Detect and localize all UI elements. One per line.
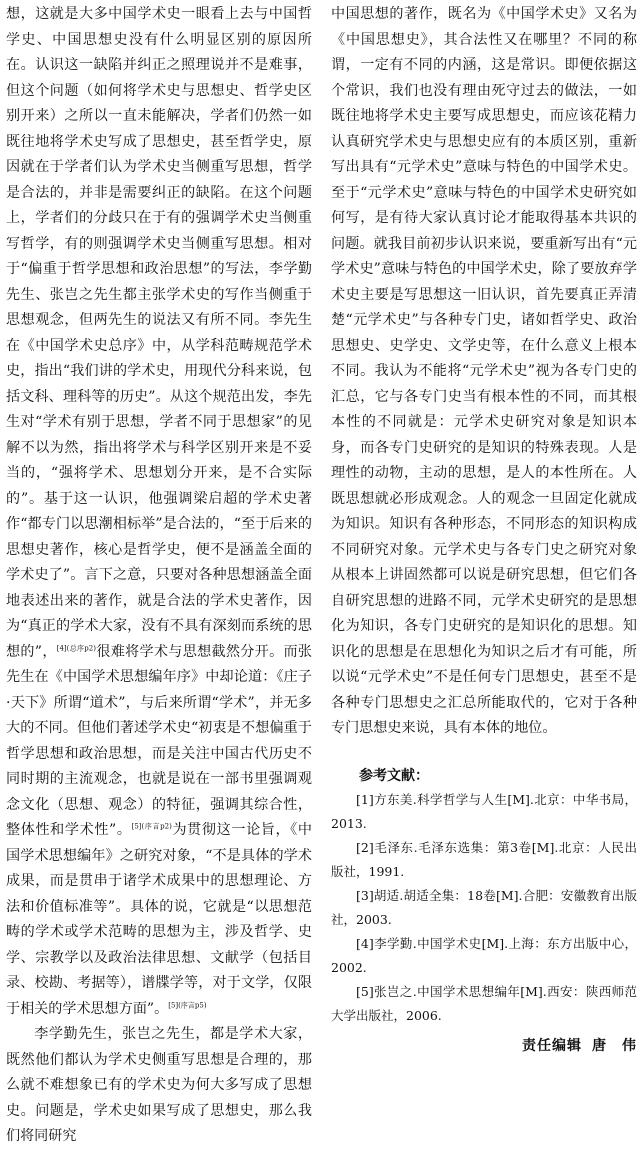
- editor-label: 责任编辑: [522, 1037, 582, 1054]
- reference-item: [4]李学勤.中国学术史[M].上海：东方出版中心，2002.: [331, 935, 637, 975]
- body-paragraph: 李学勤先生，张岂之先生，都是学术大家，既然他们都认为学术史侧重写思想是合理的，那么就不难想象已有的学术史为何大多写成了思想史。问题是，学术史如果写成了思想史，那么我们将同研究: [6, 1026, 312, 1144]
- reference-item: [2]毛泽东.毛泽东选集：第3卷[M].北京：人民出版社，1991.: [331, 839, 637, 879]
- body-paragraph: 想，这就是大多中国学术史一眼看上去与中国哲学史、中国思想史没有什么明显区别的原因所在。认识这一缺陷并纠正之照理说并不是难事，但这个问题（如何将学术史与思想史、哲学史区别开来）之所以一直未能解决，学者们仍然一如既往地将学术史写成了思想史，甚至哲学史，原因就在于学者们认为学术史当侧重写思想，哲学是合法的，并非是需要纠正的缺陷。在这个问题上，学者们的分歧只在于有的强调学术史当侧重写哲学，有的则强调学术史当侧重写思想。相对于“偏重于哲学思想和政治思想”的写法，李学勤先生、张岂之先生都主张学术史的写作当侧重于思想观念，但两先生的说法又有所不同。李先生在《中国学术史总序》中，从学科范畴规范学术史，指出“我们讲的学术史，用现代分科来说，包括文科、理科等的历史”。从这个规范出发，李先生对“学术有别于思想，学者不同于思想家”的见解不以为然，指出将学术与科学区别开来是不妥当的，“强将学术、思想划分开来，是不合实际的”。基于这一认识，他强调梁启超的学术史著作“都专门以思潮相标举”是合法的，“至于后来的思想史著作，核心是哲学史，便不是涵盖全面的学术史了”。言下之意，只要对各种思想涵盖全面地表述出来的著作，就是合法的学术史著作，因为“真正的学术大家，没有不具有深刻而系统的思想的”，$^{[4](总序p2)}$很难将学术与思想截然分开。而张先生在《中国学术思想编年序》中却论道：《庄子·天下》所谓“道术”，与后来所谓“学术”，并无多大的不同。但他们著述学术史“初衷是不想偏重于哲学思想和政治思想，而是关注中国古代历史不同时期的主流观念，也就是说在一部书里强调观念文化（思想、观念）的特征，强调其综合性，整体性和学术性”。$^{[5](序言p2)}$为贯彻这一论旨，《中国学术思想编年》之研究对象，“不是具体的学术成果，而是贯串于诸学术成果中的思想理论、方法和价值标准等”。具体的说，它就是“以思想范畴的学术或学术范畴的思想为主，涉及哲学、史学、宗教学以及政治法律思想、文献学（包括目录、校勘、考据等），谱牒学等，对于文学，仅限于相关的学术思想方面”。$^{[5](序言p5)}$: [6, 6, 313, 1017]
- citation-marker: [4](总序p2): [56, 643, 96, 652]
- references-heading: 参考文献：: [359, 767, 429, 784]
- citation-marker: [5](序言p2): [131, 822, 172, 831]
- editor-name: 唐 伟: [592, 1037, 637, 1054]
- reference-item: [3]胡适.胡适全集：18卷[M].合肥：安徽教育出版社，2003.: [331, 887, 637, 927]
- left-column: [6, 2, 313, 1144]
- reference-item: [1]方东美.科学哲学与人生[M].北京：中华书局，2013.: [331, 791, 637, 831]
- body-paragraph: 中国思想的著作，既名为《中国学术史》又名为《中国思想史》，其合法性又在哪里？不同的称谓，一定有不同的内涵，这是常识。即便依据这个常识，我们也没有理由死守过去的做法，一如既往地将学术史主要写成思想史，而应该花精力认真研究学术史与思想史应有的本质区别，重新写出具有“元学术史”意味与特色的中国学术史。至于“元学术史”意味与特色的中国学术史研究如何写，是有待大家认真讨论才能取得基本共识的问题。就我目前初步认识来说，要重新写出有“元学术史”意味与特色的中国学术史，除了要放弃学术史主要是写思想这一旧认识，首先要真正弄清楚“元学术史”与各种专门史，诸如哲学史、政治思想史、史学史、文学史等，在什么意义上根本不同。我认为不能将“元学术史”视为各专门史的汇总，它与各专门史当有根本性的不同，而其根本性的不同就是：元学术史研究对象是知识本身，而各专门史研究的是知识的特殊表现。人是理性的动物，主动的思想，是人的本性所在。人既思想就必形成观念。人的观念一旦固定化就成为知识。知识有各种形态，不同形态的知识构成不同研究对象。元学术史与各专门史之研究对象从根本上讲固然都可以说是研究思想，但它们各自研究思想的进路不同，元学术史研究的是思想化为知识，各专门史研究的是知识化的思想。知识化的思想是在思想化为知识之后才有可能，所以说“元学术史”不是任何专门思想史，甚至不是各种专门思想史之汇总所能取代的，它对于各种专门思想史来说，具有本体的地位。: [331, 6, 637, 736]
- citation-marker: [5](序言p5): [168, 1000, 207, 1009]
- reference-item: [5]张岂之.中国学术思想编年[M].西安：陕西师范大学出版社，2006.: [331, 983, 637, 1023]
- responsible-editor: [331, 1034, 637, 1060]
- right-column: [331, 2, 637, 1054]
